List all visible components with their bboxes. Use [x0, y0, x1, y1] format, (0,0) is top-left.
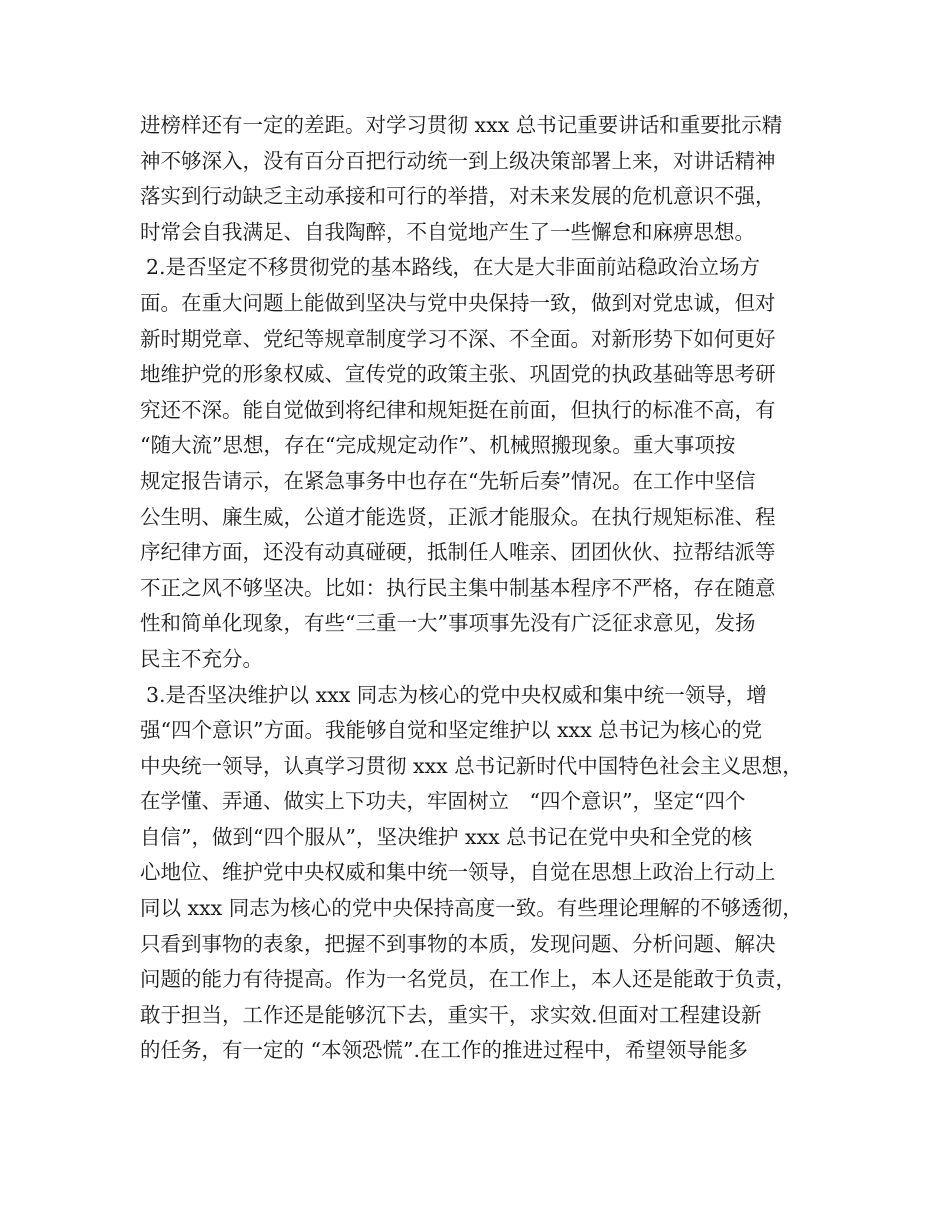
text-line: 序纪律方面，还没有动真碰硬，抵制任人唯亲、团团伙伙、拉帮结派等: [140, 540, 776, 565]
text-line: 神不够深入，没有百分百把行动统一到上级决策部署上来，对讲话精神: [140, 148, 776, 173]
text-line: 进榜样还有一定的差距。对学习贯彻 xxx 总书记重要讲话和重要批示精: [140, 113, 783, 137]
text-line: 地维护党的形象权威、宣传党的政策主张、巩固党的执政基础等思考研: [140, 362, 776, 387]
text-line: 新时期党章、党纪等规章制度学习不深、不全面。对新形势下如何更好: [140, 326, 776, 351]
section-3-heading-line: 3.是否坚决维护以 xxx 同志为核心的党中央权威和集中统一领导，增: [146, 682, 767, 707]
text-line: 落实到行动缺乏主动承接和可行的举措，对未来发展的危机意识不强，: [140, 184, 776, 209]
text-line: 中央统一领导，认真学习贯彻 xxx 总书记新时代中国特色社会主义思想，: [140, 753, 803, 778]
text-line: 规定报告请示，在紧急事务中也存在“先斩后奏”情况。在工作中坚信: [140, 468, 756, 493]
text-line: 不正之风不够坚决。比如：执行民主集中制基本程序不严格，存在随意: [140, 575, 776, 600]
text-line: 的任务，有一定的 “本领恐慌”.在工作的推进过程中，希望领导能多: [140, 1038, 748, 1063]
text-line: 自信”，做到“四个服从”，坚决维护 xxx 总书记在党中央和全党的核: [140, 824, 753, 849]
text-line: 性和简单化现象，有些“三重一大”事项事先没有广泛征求意见，发扬: [140, 611, 756, 636]
text-line: 心地位、维护党中央权威和集中统一领导，自觉在思想上政治上行动上: [140, 860, 776, 885]
text-line: 究还不深。能自觉做到将纪律和规矩挺在前面，但执行的标准不高，有: [140, 397, 776, 422]
text-line: 只看到事物的表象，把握不到事物的本质，发现问题、分析问题、解决: [140, 931, 776, 956]
text-line: 强“四个意识”方面。我能够自觉和坚定维护以 xxx 总书记为核心的党: [140, 718, 763, 743]
text-line: 在学懂、弄通、做实上下功夫，牢固树立 “四个意识”，坚定“四个: [140, 789, 746, 814]
text-line: 时常会自我满足、自我陶醉，不自觉地产生了一些懈怠和麻痹思想。: [140, 219, 755, 244]
text-line: “随大流”思想，存在“完成规定动作”、机械照搬现象。重大事项按: [140, 433, 736, 458]
text-line: 同以 xxx 同志为核心的党中央保持高度一致。有些理论理解的不够透彻，: [140, 896, 803, 921]
text-line: 民主不充分。: [140, 646, 263, 671]
text-line: 问题的能力有待提高。作为一名党员，在工作上，本人还是能敢于负责，: [140, 967, 796, 992]
text-line: 公生明、廉生威，公道才能选贤，正派才能服众。在执行规矩标准、程: [140, 504, 776, 529]
body-text: [140, 108, 830, 1069]
text-line: 敢于担当，工作还是能够沉下去，重实干，求实效.但面对工程建设新: [140, 1002, 762, 1027]
section-2-heading-line: 2.是否坚定不移贯彻党的基本路线，在大是大非面前站稳政治立场方: [146, 255, 761, 280]
text-line: 面。在重大问题上能做到坚决与党中央保持一致，做到对党忠诚，但对: [140, 290, 776, 315]
